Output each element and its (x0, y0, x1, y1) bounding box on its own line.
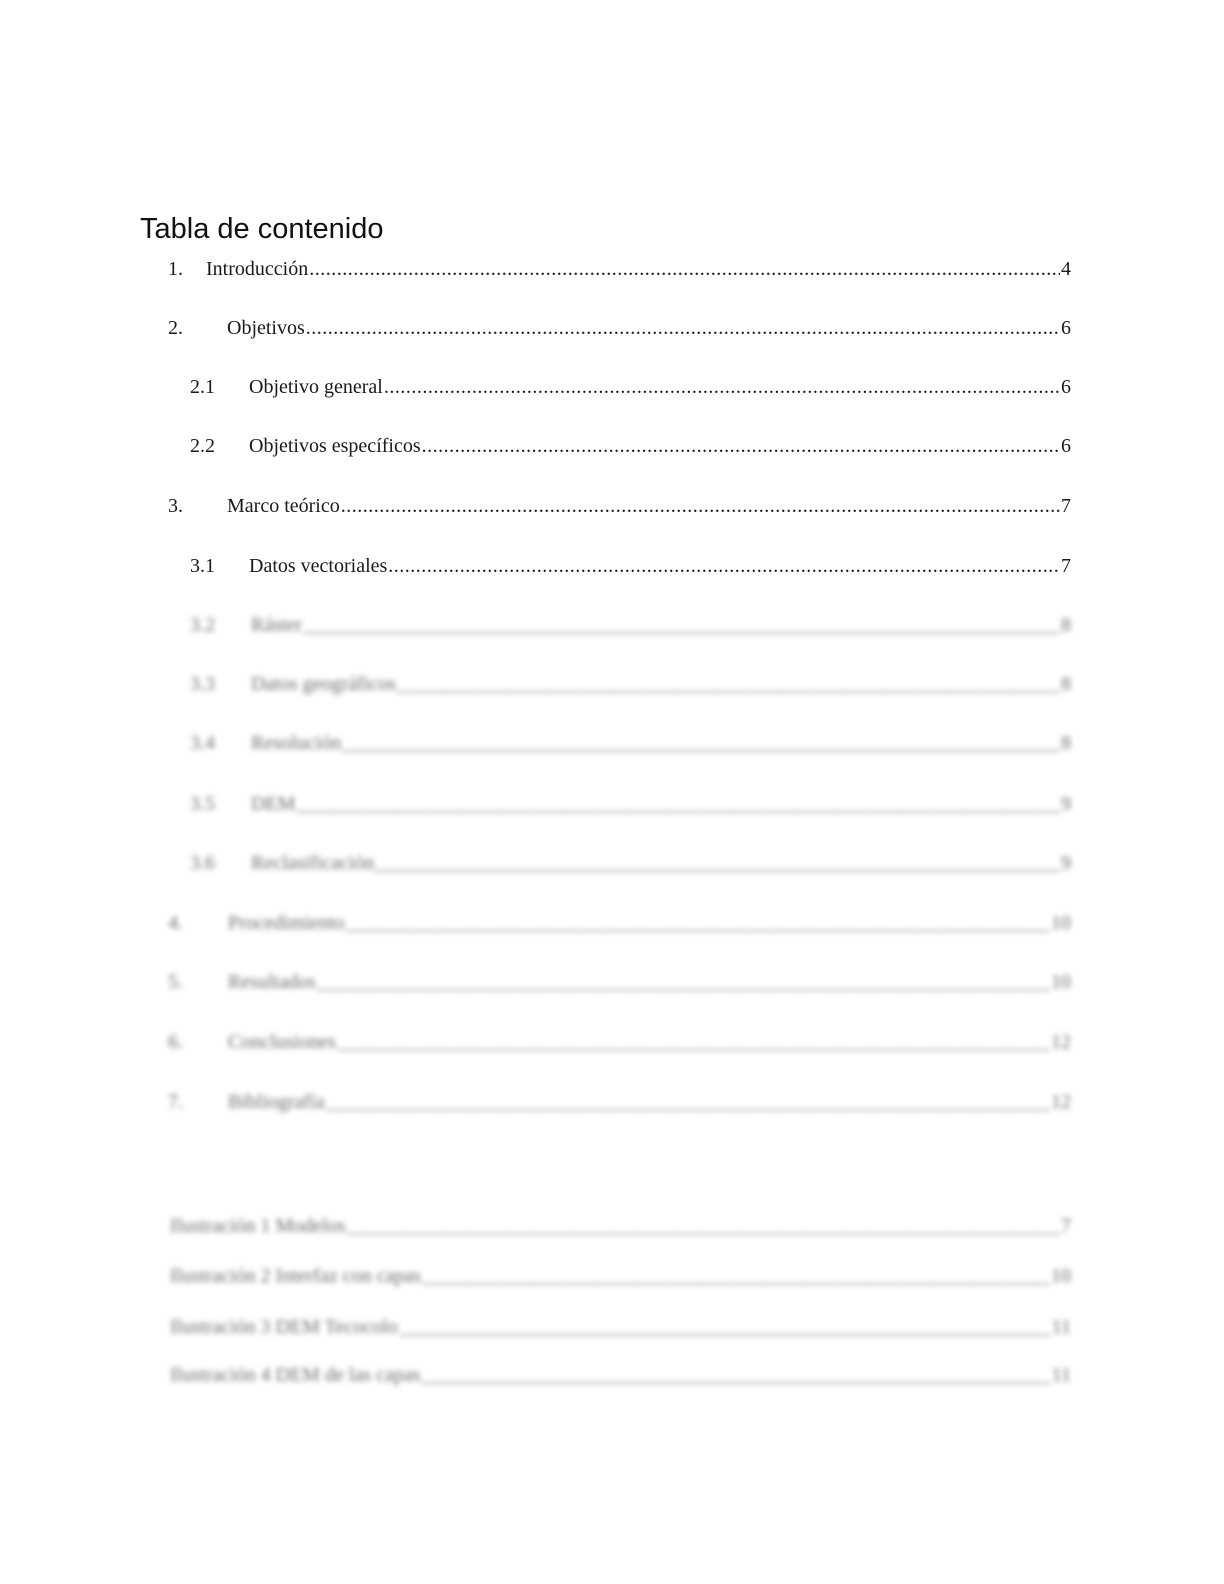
toc-entry-introduccion[interactable] (0, 254, 1224, 284)
toc-entry-number: 5. (168, 971, 183, 993)
toc-entry-label: Objetivos (227, 317, 305, 339)
toc-entry-number: 3.6 (190, 852, 215, 874)
toc-entry-page: 4 (1061, 258, 1071, 280)
figure-entry-4[interactable] (0, 1360, 1224, 1390)
toc-entry-number: 3.1 (190, 555, 215, 577)
figure-entry-1[interactable] (0, 1211, 1224, 1241)
toc-entry-page: 7 (1061, 555, 1071, 577)
toc-entry-page: 10 (1051, 912, 1071, 934)
toc-entry-number: 3.5 (190, 793, 215, 815)
toc-entry-number: 7. (168, 1091, 183, 1113)
dot-leader (337, 1027, 1050, 1057)
toc-title: Tabla de contenido (140, 213, 384, 245)
dot-leader (347, 1211, 1060, 1241)
toc-entry-number: 2.2 (190, 435, 215, 457)
toc-entry-raster[interactable] (0, 610, 1224, 640)
toc-entry-reclasificacion[interactable] (0, 848, 1224, 878)
toc-entry-page: 6 (1061, 435, 1071, 457)
toc-entry-procedimiento[interactable] (0, 908, 1224, 938)
figure-entry-page: 10 (1051, 1265, 1071, 1287)
toc-entry-page: 8 (1061, 614, 1071, 636)
toc-entry-objetivos-especificos[interactable] (0, 431, 1224, 461)
toc-entry-datos-geograficos[interactable] (0, 669, 1224, 699)
figure-entry-label: Ilustración 3 DEM Tecocolo (170, 1316, 398, 1338)
figure-entry-page: 7 (1061, 1215, 1071, 1237)
toc-entry-conclusiones[interactable] (0, 1027, 1224, 1057)
figure-entry-2[interactable] (0, 1261, 1224, 1291)
toc-entry-label: Objetivos específicos (249, 435, 421, 457)
toc-entry-number: 1. (168, 258, 183, 280)
toc-entry-number: 6. (168, 1031, 183, 1053)
toc-entry-label: Objetivo general (249, 376, 383, 398)
toc-entry-bibliografia[interactable] (0, 1087, 1224, 1117)
toc-entry-label: Marco teórico (227, 495, 340, 517)
dot-leader (341, 491, 1060, 521)
figure-entry-page: 11 (1051, 1364, 1071, 1386)
toc-entry-page: 8 (1061, 673, 1071, 695)
toc-entry-page: 9 (1061, 793, 1071, 815)
toc-entry-label: Ráster (251, 614, 303, 636)
dot-leader (422, 431, 1060, 461)
toc-entry-page: 8 (1061, 732, 1071, 754)
toc-entry-label: Datos vectoriales (249, 555, 388, 577)
figure-entry-label: Ilustración 1 Modelos (170, 1215, 346, 1237)
toc-entry-number: 3.4 (190, 732, 215, 754)
toc-entry-label: Datos geográficos (251, 673, 396, 695)
dot-leader (303, 610, 1060, 640)
dot-leader (317, 967, 1050, 997)
dot-leader (326, 1087, 1050, 1117)
toc-entry-label: Resultados (228, 971, 316, 993)
figure-entry-page: 11 (1051, 1316, 1071, 1338)
toc-entry-page: 6 (1061, 317, 1071, 339)
dot-leader (384, 372, 1060, 402)
dot-leader (397, 669, 1060, 699)
toc-entry-page: 7 (1061, 495, 1071, 517)
toc-entry-number: 2. (168, 317, 183, 339)
figure-entry-label: Ilustración 2 Interfaz con capas (170, 1265, 421, 1287)
toc-entry-objetivos[interactable] (0, 313, 1224, 343)
dot-leader (309, 254, 1060, 284)
toc-entry-marco-teorico[interactable] (0, 491, 1224, 521)
toc-entry-label: Reclasificación (251, 852, 375, 874)
toc-entry-label: Procedimiento (228, 912, 345, 934)
toc-entry-number: 3.2 (190, 614, 215, 636)
figure-entry-label: Ilustración 4 DEM de las capas (170, 1364, 421, 1386)
toc-entry-objetivo-general[interactable] (0, 372, 1224, 402)
toc-entry-resolucion[interactable] (0, 728, 1224, 758)
dot-leader (388, 551, 1060, 581)
toc-entry-number: 4. (168, 912, 183, 934)
toc-entry-page: 6 (1061, 376, 1071, 398)
figure-entry-3[interactable] (0, 1312, 1224, 1342)
toc-entry-number: 3.3 (190, 673, 215, 695)
toc-entry-number: 3. (168, 495, 183, 517)
toc-entry-number: 2.1 (190, 376, 215, 398)
toc-entry-resultados[interactable] (0, 967, 1224, 997)
toc-entry-label: Resolución (251, 732, 341, 754)
toc-entry-label: Conclusiones (228, 1031, 336, 1053)
dot-leader (306, 313, 1060, 343)
toc-entry-dem[interactable] (0, 789, 1224, 819)
dot-leader (421, 1360, 1050, 1390)
toc-entry-page: 9 (1061, 852, 1071, 874)
toc-entry-label: Introducción (206, 258, 309, 280)
toc-entry-label: Bibliografía (228, 1091, 325, 1113)
toc-entry-page: 12 (1051, 1031, 1071, 1053)
toc-entry-label: DEM (251, 793, 296, 815)
toc-entry-datos-vectoriales[interactable] (0, 551, 1224, 581)
toc-entry-page: 10 (1051, 971, 1071, 993)
dot-leader (399, 1312, 1051, 1342)
dot-leader (375, 848, 1060, 878)
dot-leader (342, 728, 1060, 758)
toc-entry-page: 12 (1051, 1091, 1071, 1113)
dot-leader (346, 908, 1050, 938)
dot-leader (296, 789, 1060, 819)
dot-leader (422, 1261, 1050, 1291)
